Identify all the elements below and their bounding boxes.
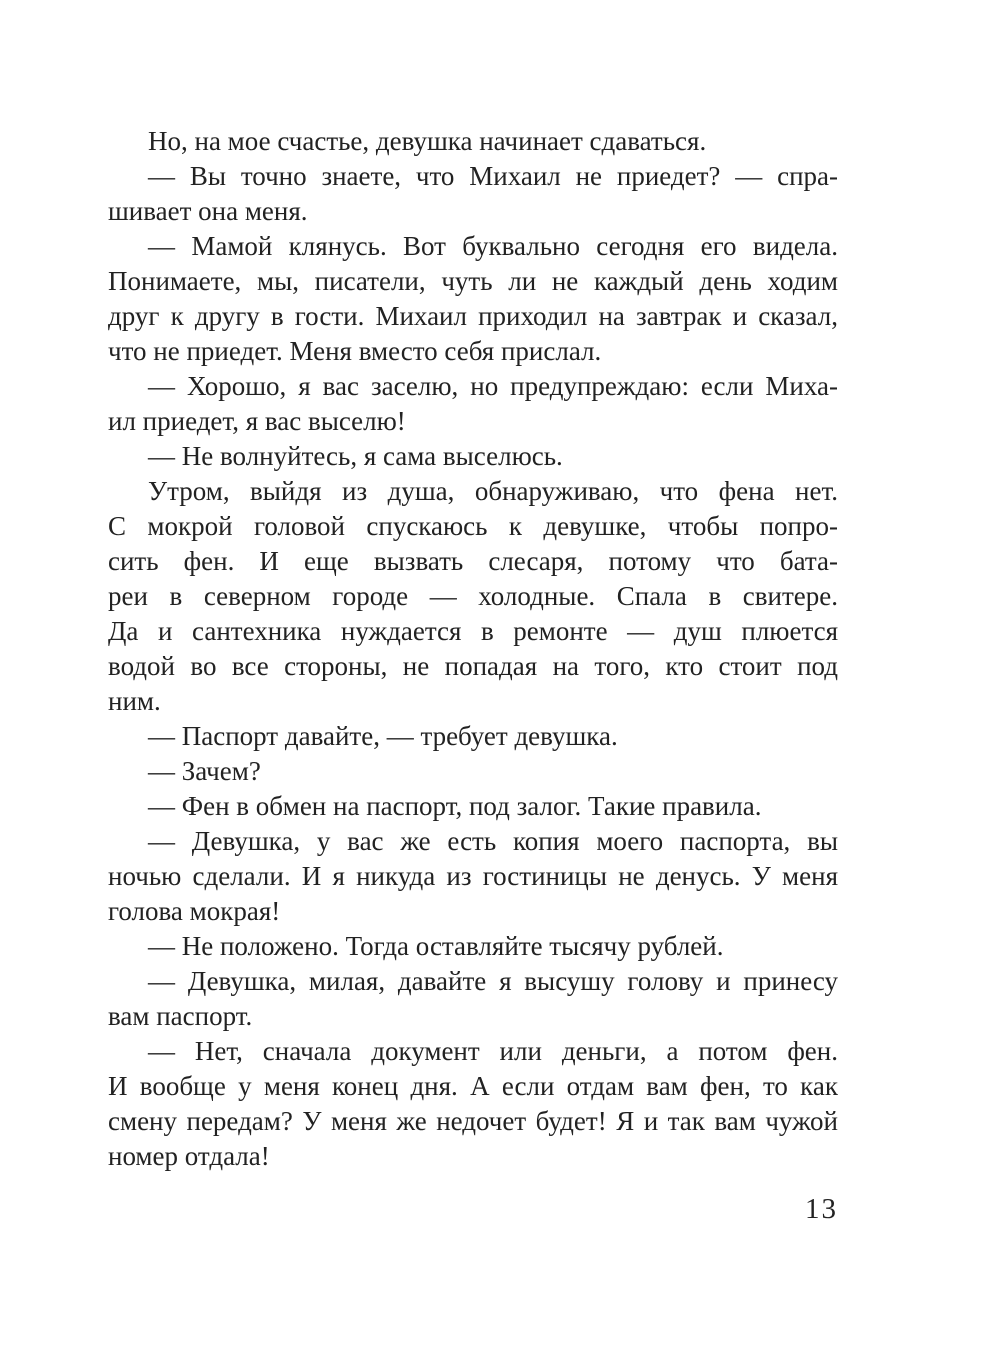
text-line: сить фен. И еще вызвать слесаря, потому что бата-: [108, 546, 838, 576]
text-line: реи в северном городе — холодные. Спала в свитере.: [108, 581, 838, 611]
text-line: ним.: [108, 686, 161, 716]
text-line: ночью сделали. И я никуда из гостиницы не денусь. У меня: [108, 861, 838, 891]
text-line: смену передам? У меня же недочет будет! Я и так вам чужой: [108, 1106, 838, 1136]
text-line: — Девушка, милая, давайте я высушу голову и принесу: [148, 966, 838, 996]
text-line: — Хорошо, я вас заселю, но предупреждаю: если Миха-: [148, 371, 838, 401]
text-line: шивает она меня.: [108, 196, 308, 226]
text-line: — Не волнуйтесь, я сама выселюсь.: [148, 441, 563, 471]
page-number: 13: [805, 1193, 838, 1225]
text-line: вам паспорт.: [108, 1001, 253, 1031]
text-line: — Зачем?: [148, 756, 261, 786]
text-line: С мокрой головой спускаюсь к девушке, чтобы попро-: [108, 511, 838, 541]
text-line: Утром, выйдя из душа, обнаруживаю, что фена нет.: [148, 476, 838, 506]
text-line: — Фен в обмен на паспорт, под залог. Такие правила.: [148, 791, 762, 821]
text-line: — Паспорт давайте, — требует девушка.: [148, 721, 618, 751]
text-line: — Мамой клянусь. Вот буквально сегодня его видела.: [148, 231, 838, 261]
text-line: — Девушка, у вас же есть копия моего паспорта, вы: [148, 826, 838, 856]
text-line: И вообще у меня конец дня. А если отдам вам фен, то как: [108, 1071, 838, 1101]
text-line: что не приедет. Меня вместо себя прислал.: [108, 336, 602, 366]
text-line: водой во все стороны, не попадая на того, кто стоит под: [108, 651, 838, 681]
text-line: ил приедет, я вас выселю!: [108, 406, 406, 436]
text-line: Понимаете, мы, писатели, чуть ли не каждый день ходим: [108, 266, 838, 296]
text-line: Да и сантехника нуждается в ремонте — душ плюется: [108, 616, 838, 646]
text-line: голова мокрая!: [108, 896, 281, 926]
text-line: друг к другу в гости. Михаил приходил на завтрак и сказал,: [108, 301, 838, 331]
body-text: [108, 124, 838, 1174]
text-line: — Не положено. Тогда оставляйте тысячу рублей.: [148, 931, 724, 961]
text-line: — Вы точно знаете, что Михаил не приедет? — спра-: [148, 161, 838, 191]
text-line: номер отдала!: [108, 1141, 270, 1171]
text-line: — Нет, сначала документ или деньги, а потом фен.: [148, 1036, 838, 1066]
text-line: Но, на мое счастье, девушка начинает сдаваться.: [148, 126, 707, 156]
